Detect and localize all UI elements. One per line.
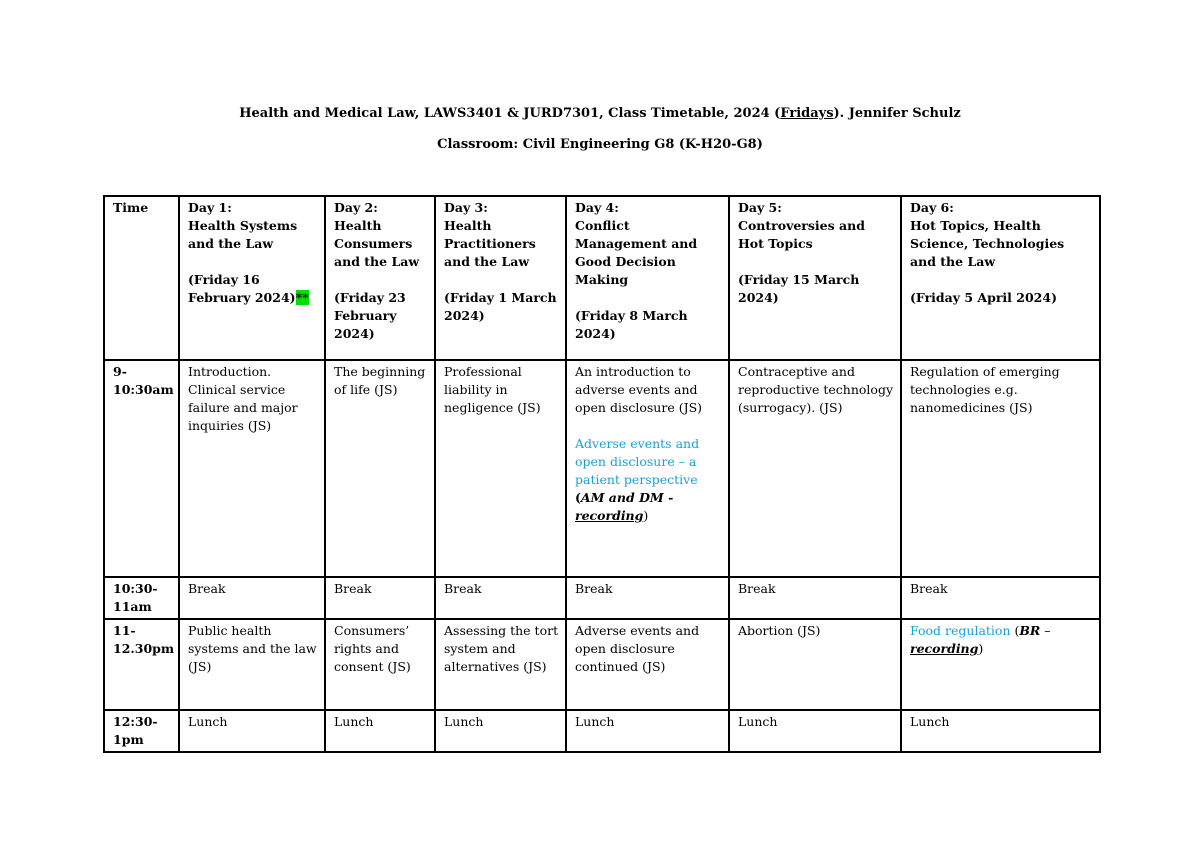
session-cell-day6	[901, 619, 1100, 710]
break-cell: Break	[901, 577, 1100, 619]
day-label: Day 5:	[738, 200, 782, 215]
day-label: Day 2:	[334, 200, 378, 215]
paren-close: )	[643, 508, 649, 523]
paren-close: )	[978, 641, 984, 656]
lunch-cell: Lunch	[729, 710, 901, 752]
date-highlight: **	[295, 290, 309, 305]
recording-label: recording	[575, 508, 644, 523]
time-cell: 9-10:30am	[104, 360, 179, 577]
day-label: Day 1:	[188, 200, 232, 215]
time-cell: 10:30-11am	[104, 577, 179, 619]
lunch-cell: Lunch	[179, 710, 325, 752]
session-cell: Public health systems and the law (JS)	[179, 619, 325, 710]
recording-note	[575, 489, 722, 525]
time-cell: 11-12.30pm	[104, 619, 179, 710]
day-date-wrap	[188, 271, 318, 307]
day-label: Day 3:	[444, 200, 488, 215]
paren-open: (	[575, 490, 581, 505]
day-header	[729, 196, 901, 360]
paren-open: (	[1010, 623, 1020, 638]
session-cell: The beginning of life (JS)	[325, 360, 435, 577]
session-cell: Regulation of emerging technologies e.g. nanomedicines (JS)	[901, 360, 1100, 577]
day-date: (Friday 15 March 2024)	[738, 272, 860, 305]
title-post: ). Jennifer Schulz	[833, 106, 961, 121]
day-date: (Friday 5 April 2024)	[910, 290, 1057, 305]
session-cell-day4	[566, 360, 729, 577]
lunch-cell: Lunch	[901, 710, 1100, 752]
day-label: Day 6:	[910, 200, 954, 215]
day-title: Controversies and Hot Topics	[738, 218, 865, 251]
break-cell: Break	[566, 577, 729, 619]
day-header	[566, 196, 729, 360]
session-row	[104, 619, 1100, 710]
break-cell: Break	[435, 577, 566, 619]
lunch-cell: Lunch	[325, 710, 435, 752]
session-cell: Introduction. Clinical service failure and major inquiries (JS)	[179, 360, 325, 577]
break-cell: Break	[179, 577, 325, 619]
session-cell: Assessing the tort system and alternatives (JS)	[435, 619, 566, 710]
recording-label: recording	[910, 641, 979, 656]
classroom-line: Classroom: Civil Engineering G8 (K-H20-G8)	[437, 137, 763, 152]
timetable	[103, 195, 1101, 753]
lunch-row	[104, 710, 1100, 752]
break-cell: Break	[729, 577, 901, 619]
document-title	[0, 106, 1200, 121]
day-header	[179, 196, 325, 360]
break-row	[104, 577, 1100, 619]
session-row	[104, 360, 1100, 577]
title-pre: Health and Medical Law, LAWS3401 & JURD7301, Class Timetable, 2024 (	[239, 106, 781, 121]
day-title: Health Practitioners and the Law	[444, 218, 536, 269]
lunch-cell: Lunch	[566, 710, 729, 752]
day-date: (Friday 8 March 2024)	[575, 308, 688, 341]
guest-session-text: Adverse events and open disclosure – a patient perspective	[575, 436, 700, 487]
day-title: Conflict Management and Good Decision Making	[575, 218, 698, 287]
presenter: BR	[1019, 623, 1041, 638]
day-title: Health Consumers and the Law	[334, 218, 420, 269]
day-header	[435, 196, 566, 360]
session-cell: Consumers’ rights and consent (JS)	[325, 619, 435, 710]
session-cell: Contraceptive and reproductive technology (surrogacy). (JS)	[729, 360, 901, 577]
day-title: Health Systems and the Law	[188, 218, 298, 251]
day-header	[325, 196, 435, 360]
presenters: AM and DM -	[580, 490, 674, 505]
day-label: Day 4:	[575, 200, 619, 215]
dash: –	[1040, 623, 1051, 638]
session-cell: Abortion (JS)	[729, 619, 901, 710]
day-date: (Friday 23 February 2024)	[334, 290, 406, 341]
day-date: (Friday 1 March 2024)	[444, 290, 557, 323]
food-regulation-text: Food regulation	[910, 623, 1011, 638]
time-header: Time	[104, 196, 179, 360]
title-fridays: Fridays	[780, 106, 834, 121]
header-row	[104, 196, 1100, 360]
lunch-cell: Lunch	[435, 710, 566, 752]
day-title: Hot Topics, Health Science, Technologies and the Law	[910, 218, 1065, 269]
session-cell: Adverse events and open disclosure continued (JS)	[566, 619, 729, 710]
day-date: (Friday 16 February 2024)	[188, 272, 296, 305]
session-cell: Professional liability in negligence (JS)	[435, 360, 566, 577]
day-header	[901, 196, 1100, 360]
break-cell: Break	[325, 577, 435, 619]
time-cell: 12:30-1pm	[104, 710, 179, 752]
session-text: An introduction to adverse events and open disclosure (JS)	[575, 364, 703, 415]
